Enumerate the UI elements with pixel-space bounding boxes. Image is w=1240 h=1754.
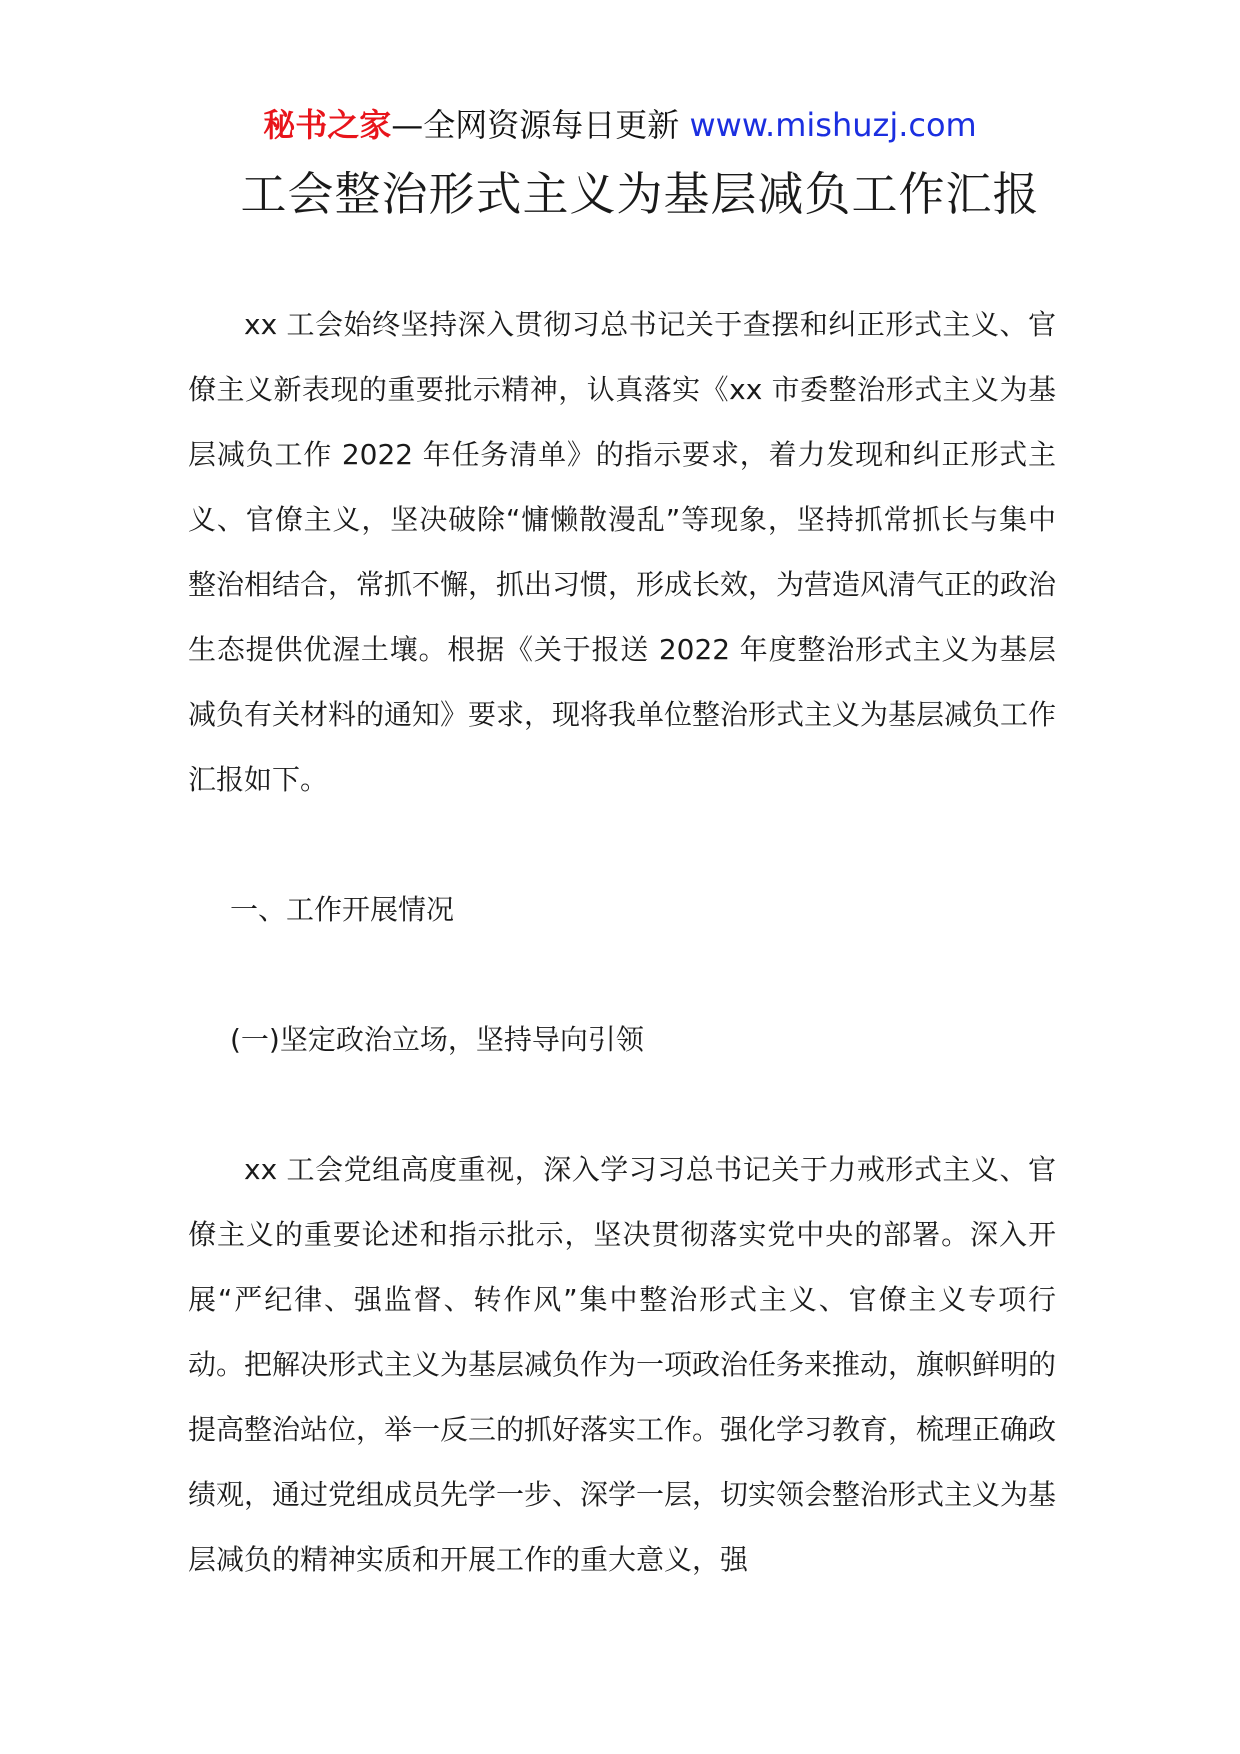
subsection-heading: (一)坚定政治立场，坚持导向引领 (230, 1023, 644, 1056)
document-title: 工会整治形式主义为基层减负工作汇报 (240, 167, 1040, 221)
subsection-paragraph: xx 工会党组高度重视，深入学习习总书记关于力戒形式主义、官僚主义的重要论述和指示批示，坚决贯彻落实党中央的部署。深入开展“严纪律、强监督、转作风”集中整治形式主义、官僚主义专项行动。把解决形式主义为基层减负作为一项政治任务来推动，旗帜鲜明的提高整治站位，举一反三的抓好落实工作。强化学习教育，梳理正确政绩观，通过党组成员先学一步、深学一层，切实领会整治形式主义为基层减负的精神实质和开展工作的重大意义，强 (188, 1153, 1057, 1576)
watermark-banner (0, 100, 1240, 150)
banner-site-link[interactable]: www.mishuzj.com (689, 106, 977, 144)
section-heading: 一、工作开展情况 (230, 893, 455, 926)
document-body (188, 292, 1056, 1592)
banner-brand: 秘书之家 (263, 106, 392, 144)
banner-slogan: —全网资源每日更新 (391, 106, 690, 144)
intro-paragraph: xx 工会始终坚持深入贯彻习总书记关于查摆和纠正形式主义、官僚主义新表现的重要批示精神，认真落实《xx 市委整治形式主义为基层减负工作 2022 年任务清单》的指示要求，着力发现和纠正形式主义、官僚主义，坚决破除“慵懒散漫乱”等现象，坚持抓常抓长与集中整治相结合，常抓不懈，抓出习惯，形成长效，为营造风清气正的政治生态提供优渥土壤。根据《关于报送 2022 年度整治形式主义为基层减负有关材料的通知》要求，现将我单位整治形式主义为基层减负工作汇报如下。 (188, 308, 1057, 796)
